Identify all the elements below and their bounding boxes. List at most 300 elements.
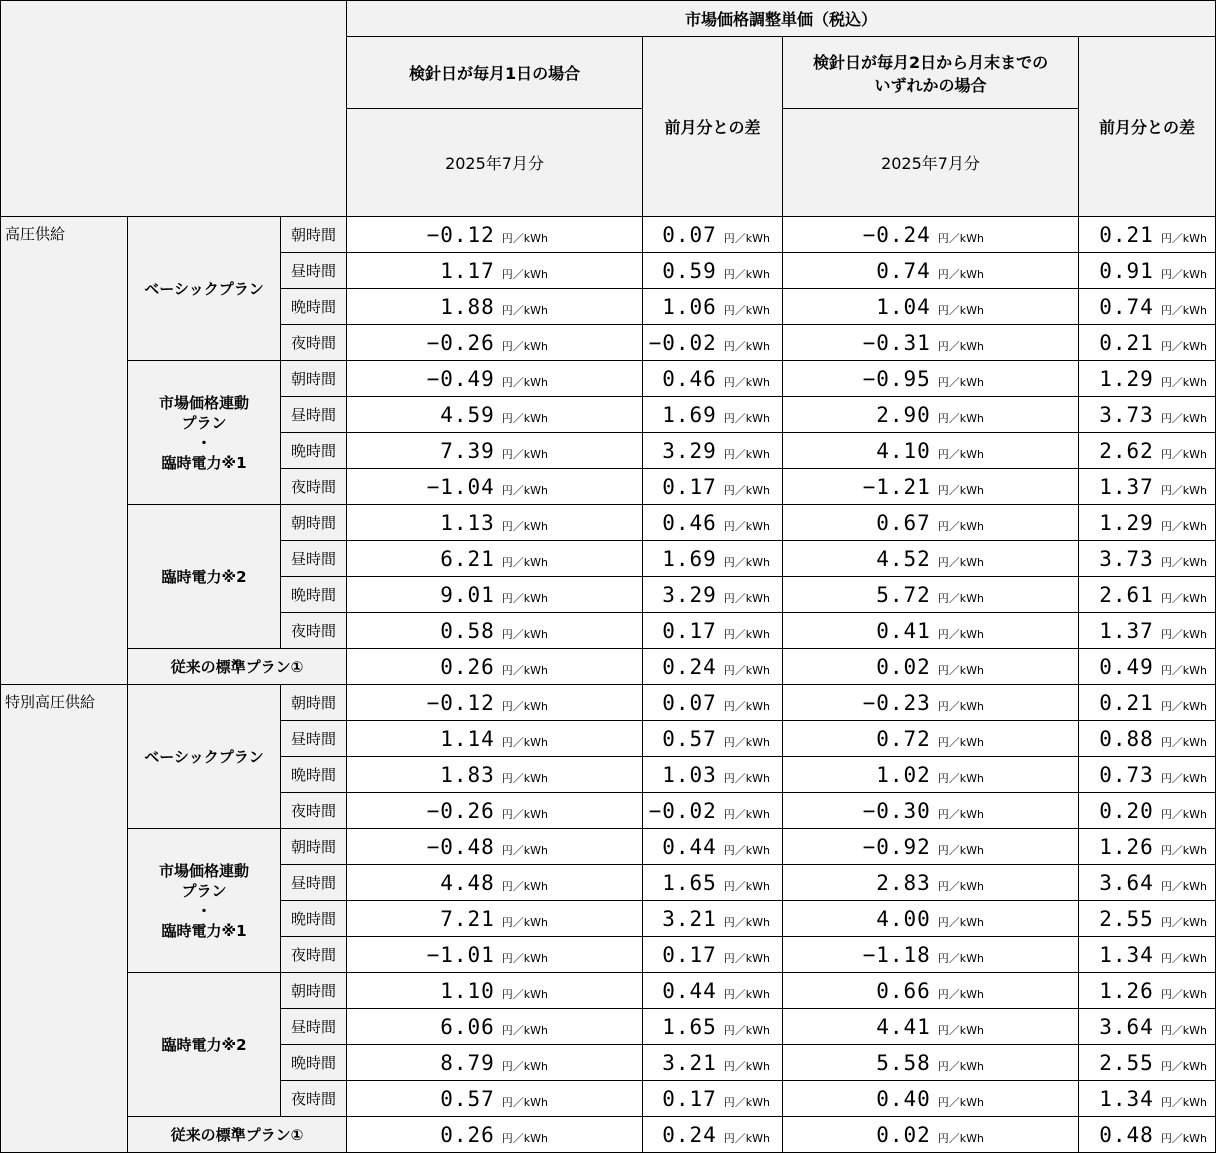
value-cell: [347, 397, 643, 433]
value-cell: [643, 541, 783, 577]
value-number: 4.48: [440, 870, 495, 895]
time-label: 夜時間: [281, 469, 347, 505]
value-number: 2.61: [1099, 582, 1154, 607]
value-number: 2.90: [876, 402, 931, 427]
value-number: 0.74: [876, 258, 931, 283]
value-cell: [783, 901, 1079, 937]
value-unit: 円／kWh: [723, 483, 771, 497]
value-cell: [643, 397, 783, 433]
value-cell: [643, 1009, 783, 1045]
value-number: −1.01: [426, 942, 495, 967]
plan-label-line: 市場価格連動: [158, 861, 249, 880]
value-unit: 円／kWh: [937, 735, 985, 749]
value-number: 0.40: [876, 1086, 931, 1111]
value-unit: 円／kWh: [723, 951, 771, 965]
value-cell: [643, 289, 783, 325]
value-cell: [1079, 973, 1216, 1009]
value-cell: [643, 361, 783, 397]
value-unit: 円／kWh: [1160, 771, 1208, 785]
value-number: −1.04: [426, 474, 495, 499]
value-unit: 円／kWh: [1160, 735, 1208, 749]
value-unit: 円／kWh: [937, 1131, 985, 1145]
value-unit: 円／kWh: [937, 1023, 985, 1037]
time-label: 昼時間: [281, 541, 347, 577]
value-cell: [347, 829, 643, 865]
plan-label: [128, 217, 281, 361]
table-row: [1, 361, 1216, 397]
plan-label-line: ベーシックプラン: [144, 747, 264, 766]
value-number: 0.66: [876, 978, 931, 1003]
value-cell: [1079, 721, 1216, 757]
value-cell: [347, 973, 643, 1009]
value-unit: 円／kWh: [723, 555, 771, 569]
value-cell: [347, 1045, 643, 1081]
value-cell: [643, 757, 783, 793]
value-cell: [347, 613, 643, 649]
value-number: −0.12: [426, 222, 495, 247]
value-unit: 円／kWh: [723, 843, 771, 857]
table-header: [1, 1, 1216, 217]
value-cell: [347, 937, 643, 973]
value-number: 3.21: [662, 906, 717, 931]
value-cell: [347, 865, 643, 901]
value-number: 1.03: [662, 762, 717, 787]
value-unit: 円／kWh: [937, 699, 985, 713]
value-unit: 円／kWh: [501, 519, 549, 533]
standard-plan-label: 従来の標準プラン①: [128, 649, 347, 685]
value-cell: [783, 1081, 1079, 1117]
table-row: [1, 829, 1216, 865]
value-cell: [783, 289, 1079, 325]
value-number: 1.04: [876, 294, 931, 319]
value-unit: 円／kWh: [723, 735, 771, 749]
plan-label: [128, 829, 281, 973]
value-cell: [1079, 253, 1216, 289]
time-label: 朝時間: [281, 217, 347, 253]
value-unit: 円／kWh: [501, 555, 549, 569]
value-cell: [643, 973, 783, 1009]
value-number: 3.21: [662, 1050, 717, 1075]
plan-label: [128, 685, 281, 829]
value-cell: [643, 613, 783, 649]
value-unit: 円／kWh: [501, 1059, 549, 1073]
time-label: 昼時間: [281, 253, 347, 289]
value-number: −0.49: [426, 366, 495, 391]
standard-plan-row: [1, 649, 1216, 685]
value-cell: [783, 397, 1079, 433]
value-number: 0.48: [1099, 1122, 1154, 1147]
value-number: 5.72: [876, 582, 931, 607]
value-number: 1.69: [662, 402, 717, 427]
value-number: 1.10: [440, 978, 495, 1003]
value-cell: [643, 865, 783, 901]
value-cell: [347, 685, 643, 721]
value-number: 2.55: [1099, 1050, 1154, 1075]
plan-label-line: ベーシックプラン: [144, 279, 264, 298]
value-unit: 円／kWh: [723, 807, 771, 821]
value-number: 7.21: [440, 906, 495, 931]
value-unit: 円／kWh: [937, 915, 985, 929]
value-unit: 円／kWh: [1160, 555, 1208, 569]
value-number: 0.17: [662, 942, 717, 967]
value-number: −1.21: [862, 474, 931, 499]
value-cell: [643, 901, 783, 937]
value-cell: [783, 433, 1079, 469]
value-cell: [1079, 649, 1216, 685]
value-number: 0.24: [662, 1122, 717, 1147]
value-unit: 円／kWh: [501, 915, 549, 929]
value-cell: [643, 1045, 783, 1081]
value-unit: 円／kWh: [1160, 1059, 1208, 1073]
value-number: 9.01: [440, 582, 495, 607]
plan-label-line: 臨時電力※2: [161, 1035, 247, 1054]
value-cell: [783, 469, 1079, 505]
time-label: 朝時間: [281, 361, 347, 397]
value-number: 0.59: [662, 258, 717, 283]
value-unit: 円／kWh: [937, 267, 985, 281]
table-row: [1, 973, 1216, 1009]
value-unit: 円／kWh: [723, 591, 771, 605]
value-number: −1.18: [862, 942, 931, 967]
value-number: −0.12: [426, 690, 495, 715]
value-unit: 円／kWh: [501, 1023, 549, 1037]
value-cell: [1079, 865, 1216, 901]
value-cell: [783, 757, 1079, 793]
plan-label-line: ・: [196, 433, 212, 452]
time-label: 晩時間: [281, 757, 347, 793]
value-number: 2.62: [1099, 438, 1154, 463]
value-number: −0.95: [862, 366, 931, 391]
value-cell: [643, 217, 783, 253]
value-unit: 円／kWh: [723, 771, 771, 785]
value-cell: [347, 577, 643, 613]
header-col2-line1: 検針日が毎月2日から月末までの: [812, 52, 1049, 72]
value-unit: 円／kWh: [1160, 1131, 1208, 1145]
value-cell: [1079, 793, 1216, 829]
value-number: 1.69: [662, 546, 717, 571]
value-cell: [783, 541, 1079, 577]
value-number: 3.73: [1099, 546, 1154, 571]
value-cell: [1079, 361, 1216, 397]
value-unit: 円／kWh: [501, 987, 549, 1001]
value-unit: 円／kWh: [501, 627, 549, 641]
value-cell: [347, 505, 643, 541]
time-label: 晩時間: [281, 901, 347, 937]
table-row: [1, 217, 1216, 253]
value-cell: [347, 289, 643, 325]
value-cell: [783, 829, 1079, 865]
value-cell: [1079, 757, 1216, 793]
value-unit: 円／kWh: [1160, 951, 1208, 965]
value-unit: 円／kWh: [501, 699, 549, 713]
value-cell: [643, 469, 783, 505]
value-cell: [1079, 289, 1216, 325]
table-row: [1, 685, 1216, 721]
value-unit: 円／kWh: [1160, 231, 1208, 245]
value-cell: [1079, 397, 1216, 433]
value-cell: [783, 361, 1079, 397]
value-number: 0.02: [876, 654, 931, 679]
value-unit: 円／kWh: [723, 267, 771, 281]
value-cell: [643, 937, 783, 973]
value-unit: 円／kWh: [937, 663, 985, 677]
value-number: 3.29: [662, 582, 717, 607]
value-cell: [347, 721, 643, 757]
value-number: 1.17: [440, 258, 495, 283]
plan-label-line: プラン: [181, 881, 227, 900]
value-cell: [347, 361, 643, 397]
value-unit: 円／kWh: [501, 951, 549, 965]
standard-plan-label: 従来の標準プラン①: [128, 1117, 347, 1153]
time-label: 晩時間: [281, 1045, 347, 1081]
value-number: 0.72: [876, 726, 931, 751]
value-number: 0.44: [662, 834, 717, 859]
value-unit: 円／kWh: [723, 339, 771, 353]
time-label: 昼時間: [281, 1009, 347, 1045]
value-unit: 円／kWh: [723, 519, 771, 533]
value-cell: [1079, 829, 1216, 865]
value-number: −0.02: [648, 330, 717, 355]
value-unit: 円／kWh: [1160, 1095, 1208, 1109]
value-unit: 円／kWh: [1160, 267, 1208, 281]
header-col2-period: 2025年7月分: [783, 109, 1079, 217]
value-cell: [347, 1117, 643, 1153]
plan-label-line: 市場価格連動: [158, 393, 249, 412]
value-cell: [783, 1009, 1079, 1045]
value-unit: 円／kWh: [1160, 807, 1208, 821]
time-label: 夜時間: [281, 1081, 347, 1117]
value-cell: [1079, 577, 1216, 613]
value-cell: [1079, 505, 1216, 541]
time-label: 朝時間: [281, 829, 347, 865]
value-cell: [643, 721, 783, 757]
value-number: 1.34: [1099, 1086, 1154, 1111]
value-unit: 円／kWh: [1160, 915, 1208, 929]
value-unit: 円／kWh: [937, 951, 985, 965]
table-row: [1, 505, 1216, 541]
value-unit: 円／kWh: [501, 1095, 549, 1109]
header-main: 市場価格調整単価（税込）: [347, 1, 1216, 37]
value-number: 2.55: [1099, 906, 1154, 931]
value-cell: [643, 1081, 783, 1117]
section-label: 特別高圧供給: [1, 685, 128, 1153]
value-number: 0.20: [1099, 798, 1154, 823]
time-label: 夜時間: [281, 613, 347, 649]
value-unit: 円／kWh: [723, 231, 771, 245]
value-unit: 円／kWh: [1160, 987, 1208, 1001]
value-unit: 円／kWh: [501, 663, 549, 677]
time-label: 朝時間: [281, 505, 347, 541]
value-number: 0.58: [440, 618, 495, 643]
value-number: −0.26: [426, 330, 495, 355]
value-unit: 円／kWh: [937, 627, 985, 641]
value-number: 3.73: [1099, 402, 1154, 427]
value-number: 6.06: [440, 1014, 495, 1039]
time-label: 晩時間: [281, 433, 347, 469]
value-unit: 円／kWh: [937, 375, 985, 389]
value-number: 7.39: [440, 438, 495, 463]
value-cell: [783, 937, 1079, 973]
value-number: 0.26: [440, 1122, 495, 1147]
value-unit: 円／kWh: [1160, 843, 1208, 857]
value-unit: 円／kWh: [1160, 879, 1208, 893]
plan-label-line: プラン: [181, 413, 227, 432]
value-number: 5.58: [876, 1050, 931, 1075]
value-cell: [643, 505, 783, 541]
plan-label-line: 臨時電力※2: [161, 567, 247, 586]
value-number: 0.57: [440, 1086, 495, 1111]
value-number: 1.14: [440, 726, 495, 751]
value-unit: 円／kWh: [937, 447, 985, 461]
plan-label-line: 臨時電力※1: [161, 453, 247, 472]
value-unit: 円／kWh: [937, 483, 985, 497]
value-unit: 円／kWh: [937, 1095, 985, 1109]
value-number: 0.17: [662, 474, 717, 499]
time-label: 昼時間: [281, 721, 347, 757]
value-unit: 円／kWh: [1160, 447, 1208, 461]
plan-label-line: ・: [196, 901, 212, 920]
value-cell: [1079, 1117, 1216, 1153]
value-cell: [347, 1081, 643, 1117]
value-cell: [347, 541, 643, 577]
value-cell: [643, 829, 783, 865]
value-number: 1.29: [1099, 510, 1154, 535]
value-number: 3.64: [1099, 1014, 1154, 1039]
value-cell: [1079, 541, 1216, 577]
value-cell: [783, 721, 1079, 757]
value-unit: 円／kWh: [1160, 339, 1208, 353]
value-cell: [783, 1045, 1079, 1081]
value-number: 0.46: [662, 510, 717, 535]
value-cell: [347, 757, 643, 793]
value-number: 1.34: [1099, 942, 1154, 967]
value-number: 1.26: [1099, 834, 1154, 859]
value-unit: 円／kWh: [937, 519, 985, 533]
value-cell: [783, 793, 1079, 829]
value-unit: 円／kWh: [723, 1023, 771, 1037]
value-cell: [1079, 901, 1216, 937]
value-number: 6.21: [440, 546, 495, 571]
value-number: 8.79: [440, 1050, 495, 1075]
time-label: 朝時間: [281, 685, 347, 721]
value-cell: [1079, 613, 1216, 649]
header-col2: [783, 37, 1079, 109]
value-unit: 円／kWh: [501, 807, 549, 821]
value-cell: [643, 253, 783, 289]
value-number: 0.74: [1099, 294, 1154, 319]
header-col1-period: 2025年7月分: [347, 109, 643, 217]
value-unit: 円／kWh: [723, 987, 771, 1001]
value-number: 0.21: [1099, 330, 1154, 355]
value-cell: [643, 577, 783, 613]
value-unit: 円／kWh: [1160, 303, 1208, 317]
value-unit: 円／kWh: [723, 1095, 771, 1109]
value-number: 4.41: [876, 1014, 931, 1039]
value-number: −0.24: [862, 222, 931, 247]
value-unit: 円／kWh: [937, 807, 985, 821]
value-unit: 円／kWh: [937, 555, 985, 569]
value-unit: 円／kWh: [723, 303, 771, 317]
value-number: 0.21: [1099, 690, 1154, 715]
header-diff2: 前月分との差: [1079, 37, 1216, 217]
value-unit: 円／kWh: [723, 1059, 771, 1073]
table-body: [1, 217, 1216, 1153]
value-number: 1.65: [662, 1014, 717, 1039]
value-cell: [783, 325, 1079, 361]
value-cell: [783, 505, 1079, 541]
value-cell: [347, 433, 643, 469]
value-number: 0.17: [662, 1086, 717, 1111]
value-unit: 円／kWh: [937, 879, 985, 893]
value-cell: [643, 1117, 783, 1153]
time-label: 昼時間: [281, 865, 347, 901]
value-number: −0.92: [862, 834, 931, 859]
value-number: −0.48: [426, 834, 495, 859]
plan-label-line: 臨時電力※1: [161, 921, 247, 940]
value-cell: [347, 793, 643, 829]
value-unit: 円／kWh: [1160, 1023, 1208, 1037]
value-unit: 円／kWh: [501, 375, 549, 389]
value-unit: 円／kWh: [937, 231, 985, 245]
value-cell: [1079, 1081, 1216, 1117]
value-unit: 円／kWh: [501, 303, 549, 317]
value-cell: [783, 973, 1079, 1009]
value-number: 4.00: [876, 906, 931, 931]
value-number: 0.26: [440, 654, 495, 679]
value-unit: 円／kWh: [723, 627, 771, 641]
value-unit: 円／kWh: [501, 483, 549, 497]
value-number: 0.57: [662, 726, 717, 751]
value-cell: [1079, 685, 1216, 721]
value-unit: 円／kWh: [501, 771, 549, 785]
time-label: 夜時間: [281, 937, 347, 973]
standard-plan-row: [1, 1117, 1216, 1153]
value-unit: 円／kWh: [501, 735, 549, 749]
value-number: 4.10: [876, 438, 931, 463]
value-number: 0.49: [1099, 654, 1154, 679]
value-cell: [1079, 469, 1216, 505]
plan-label: [128, 973, 281, 1117]
header-col1: 検針日が毎月1日の場合: [347, 37, 643, 109]
value-unit: 円／kWh: [501, 843, 549, 857]
value-cell: [347, 325, 643, 361]
value-number: 1.83: [440, 762, 495, 787]
value-unit: 円／kWh: [1160, 663, 1208, 677]
value-number: 0.46: [662, 366, 717, 391]
value-unit: 円／kWh: [723, 411, 771, 425]
value-unit: 円／kWh: [501, 1131, 549, 1145]
value-unit: 円／kWh: [937, 303, 985, 317]
time-label: 晩時間: [281, 577, 347, 613]
value-cell: [1079, 1045, 1216, 1081]
value-cell: [783, 253, 1079, 289]
value-unit: 円／kWh: [723, 879, 771, 893]
value-cell: [783, 1117, 1079, 1153]
value-unit: 円／kWh: [1160, 591, 1208, 605]
value-cell: [1079, 937, 1216, 973]
value-cell: [347, 253, 643, 289]
time-label: 夜時間: [281, 793, 347, 829]
value-cell: [1079, 433, 1216, 469]
value-unit: 円／kWh: [501, 411, 549, 425]
value-unit: 円／kWh: [937, 411, 985, 425]
value-unit: 円／kWh: [501, 879, 549, 893]
value-number: −0.23: [862, 690, 931, 715]
value-cell: [347, 901, 643, 937]
value-unit: 円／kWh: [723, 915, 771, 929]
value-number: 0.88: [1099, 726, 1154, 751]
value-number: 4.59: [440, 402, 495, 427]
